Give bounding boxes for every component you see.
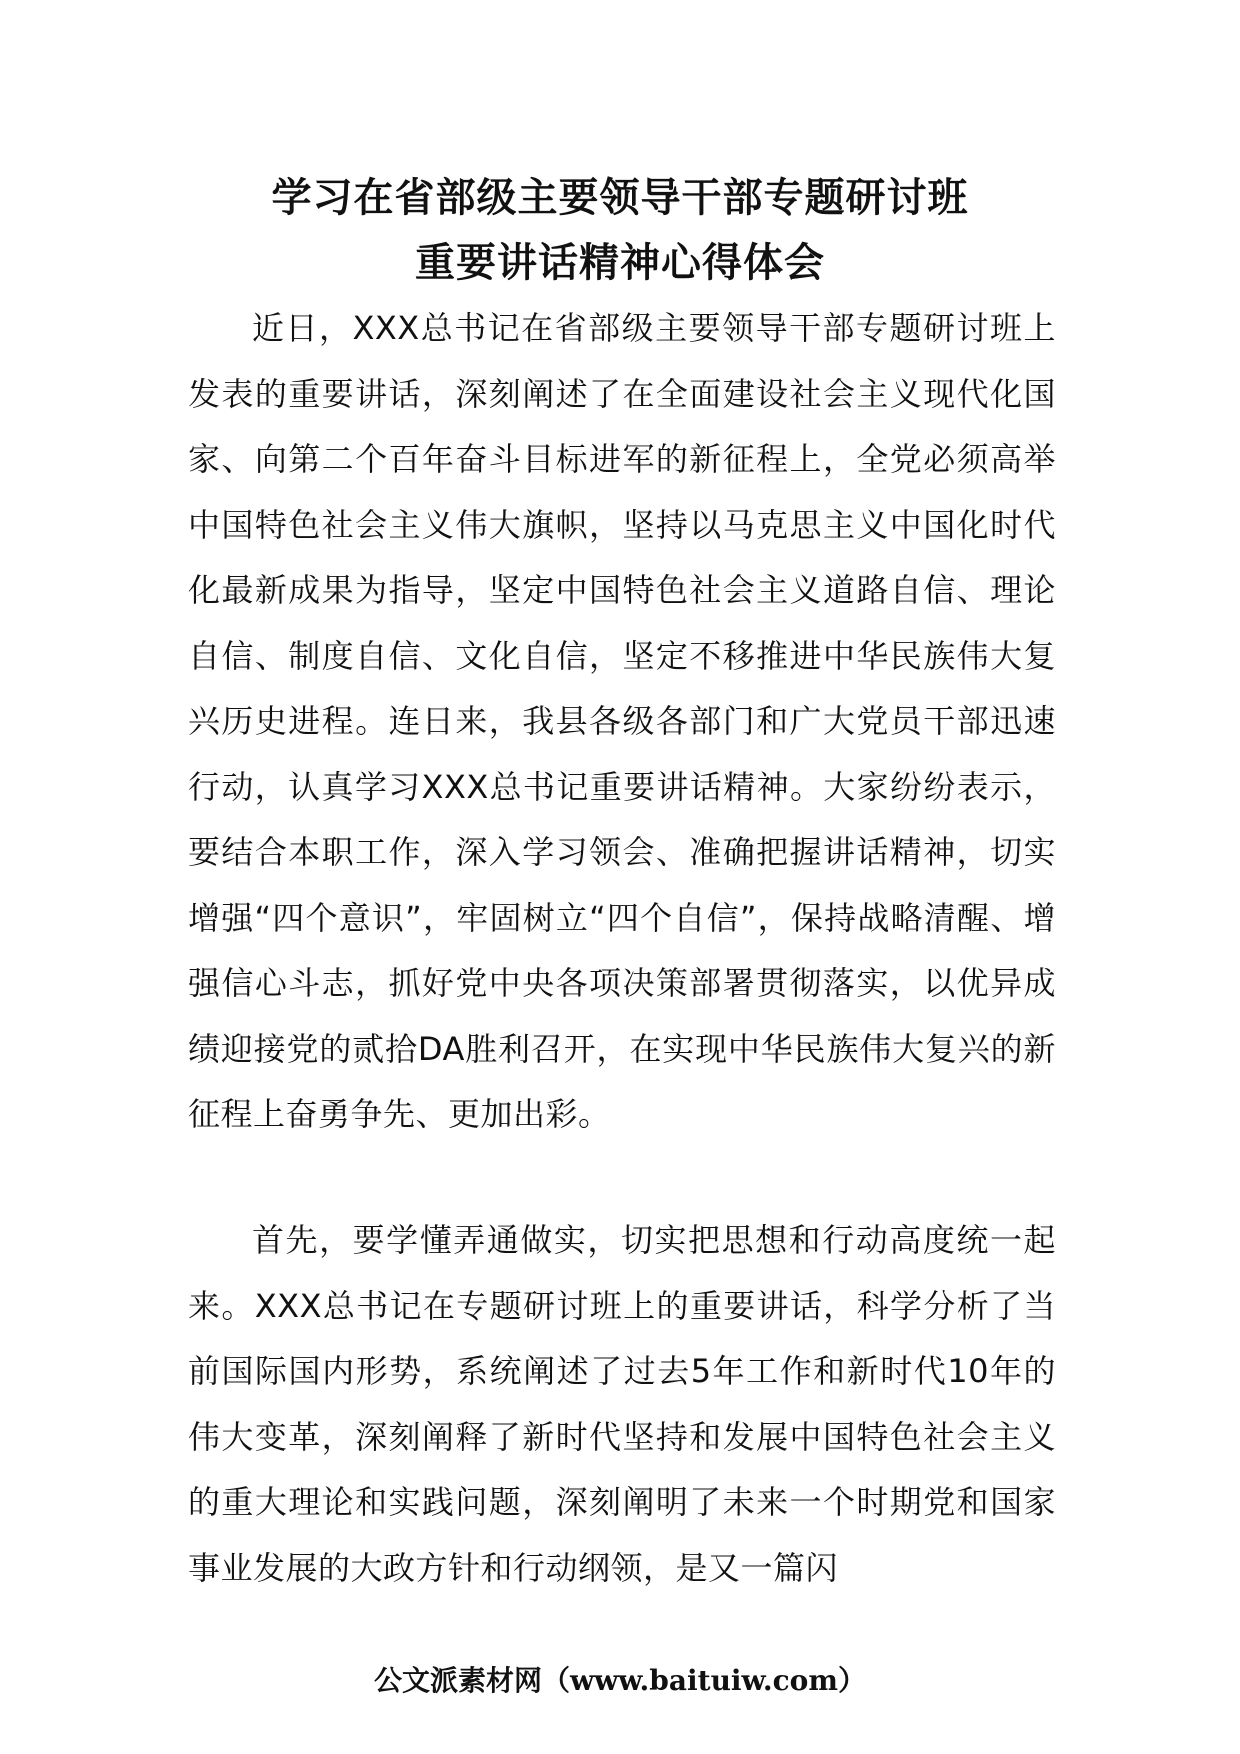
footer-watermark: 公文派素材网（www.baituiw.com）: [374, 1664, 866, 1697]
paragraph-1: 近日，XXX总书记在省部级主要领导干部专题研讨班上发表的重要讲话，深刻阐述了在全面建设社会主义现代化国家、向第二个百年奋斗目标进军的新征程上，全党必须高举中国特色社会主义伟大旗帜，坚持以马克思主义中国化时代化最新成果为指导，坚定中国特色社会主义道路自信、理论自信、制度自信、文化自信，坚定不移推进中华民族伟大复兴历史进程。连日来，我县各级各部门和广大党员干部迅速行动，认真学习XXX总书记重要讲话精神。大家纷纷表示，要结合本职工作，深入学习领会、准确把握讲话精神，切实增强“四个意识”，牢固树立“四个自信”，保持战略清醒、增强信心斗志，抓好党中央各项决策部署贯彻落实，以优异成绩迎接党的贰拾DA胜利召开，在实现中华民族伟大复兴的新征程上奋勇争先、更加出彩。: [188, 309, 1056, 1133]
paragraph-2: 首先，要学懂弄通做实，切实把思想和行动高度统一起来。XXX总书记在专题研讨班上的重要讲话，科学分析了当前国际国内形势，系统阐述了过去5年工作和新时代10年的伟大变革，深刻阐释了新时代坚持和发展中国特色社会主义的重大理论和实践问题，深刻阐明了未来一个时期党和国家事业发展的大政方针和行动纲领，是又一篇闪: [188, 1221, 1056, 1587]
document-title-line-2: 重要讲话精神心得体会: [415, 240, 825, 286]
document-title-line-1: 学习在省部级主要领导干部专题研讨班: [271, 175, 969, 221]
